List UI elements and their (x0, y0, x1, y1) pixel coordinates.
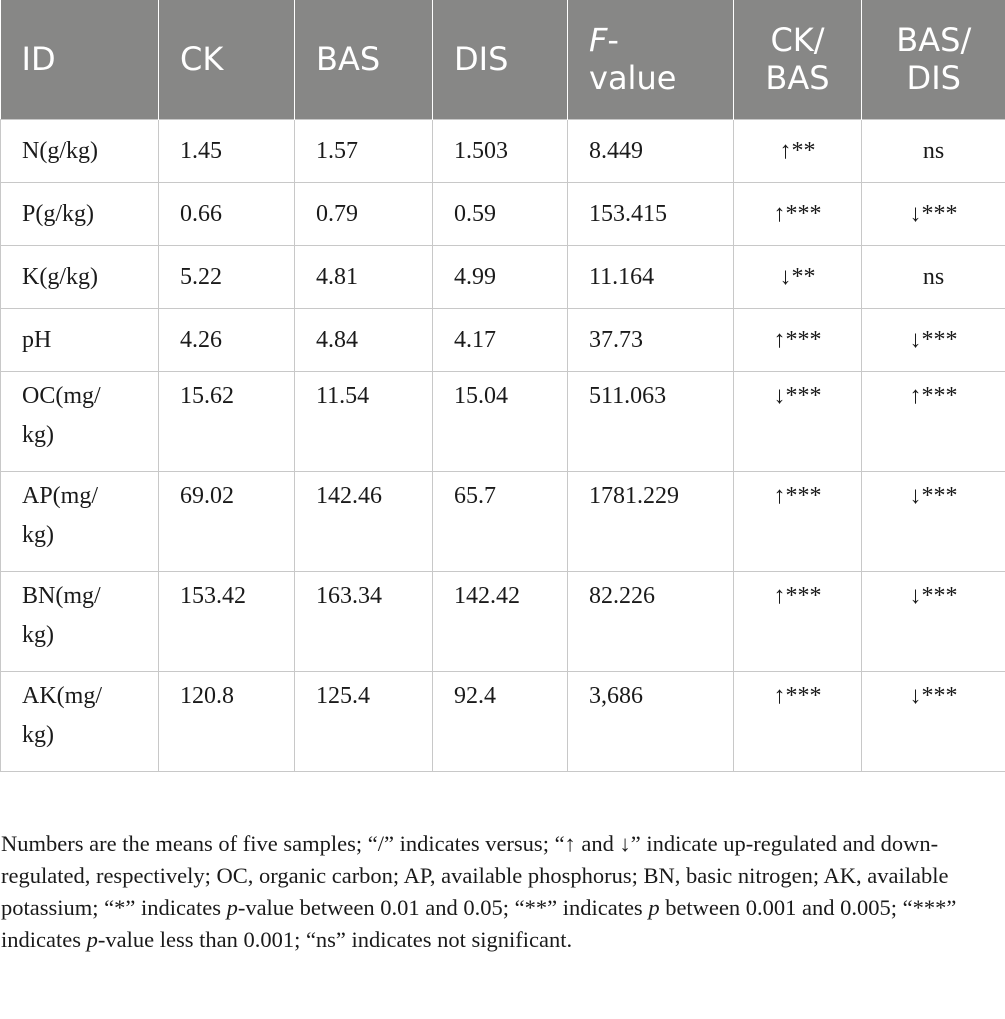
table-row (1, 308, 1005, 371)
cell-bas: 4.84 (295, 308, 433, 371)
cell-ck-bas: ↑** (734, 119, 862, 182)
cell-id (1, 671, 159, 771)
header-bas-dis (862, 0, 1005, 119)
table-header (1, 0, 1005, 119)
cell-bas: 4.81 (295, 245, 433, 308)
header-f-letter: F (589, 21, 608, 60)
cell-dis: 65.7 (433, 471, 568, 571)
table-row (1, 245, 1005, 308)
footnote-text-2: -value between 0.01 and 0.05; “**” indicates (237, 895, 649, 920)
cell-id: K(g/kg) (1, 245, 159, 308)
cell-f-value: 82.226 (568, 571, 734, 671)
header-dis: DIS (433, 0, 568, 119)
header-ck: CK (159, 0, 295, 119)
cell-f-value: 153.415 (568, 182, 734, 245)
cell-ck-bas: ↑*** (734, 182, 862, 245)
cell-id-line2: kg) (22, 621, 54, 648)
header-ck-bas-line1: CK/ (770, 21, 825, 60)
cell-f-value: 37.73 (568, 308, 734, 371)
footnote-text-1: Numbers are the means of five samples; “/” indicates versus; “↑ and ↓” indicate up-regulated and down-regulated, respectively; OC, organic carbon; AP, available phosphorus; BN, basic nitrogen; AK, available potassium; “*” indicates (1, 831, 949, 920)
header-bas-dis-line1: BAS/ (896, 21, 972, 60)
cell-f-value: 8.449 (568, 119, 734, 182)
table-row (1, 371, 1005, 471)
cell-bas-dis: ↑*** (862, 371, 1005, 471)
table-row (1, 471, 1005, 571)
cell-f-value: 3,686 (568, 671, 734, 771)
cell-bas: 163.34 (295, 571, 433, 671)
cell-dis: 15.04 (433, 371, 568, 471)
footnote-text-4: -value less than 0.001; “ns” indicates not significant. (97, 927, 573, 952)
cell-dis: 4.99 (433, 245, 568, 308)
cell-id-line2: kg) (22, 421, 54, 448)
cell-bas-dis: ↓*** (862, 182, 1005, 245)
cell-dis: 4.17 (433, 308, 568, 371)
cell-id-line1: AP(mg/ (22, 482, 99, 509)
cell-bas-dis: ↓*** (862, 308, 1005, 371)
cell-ck: 1.45 (159, 119, 295, 182)
cell-id-line2: kg) (22, 721, 54, 748)
cell-bas: 142.46 (295, 471, 433, 571)
table-row (1, 182, 1005, 245)
cell-f-value: 511.063 (568, 371, 734, 471)
cell-id-line2: kg) (22, 521, 54, 548)
header-ck-bas-line2: BAS (765, 59, 830, 98)
cell-bas: 1.57 (295, 119, 433, 182)
header-bas: BAS (295, 0, 433, 119)
cell-ck: 153.42 (159, 571, 295, 671)
header-f-value (568, 0, 734, 119)
cell-ck-bas: ↑*** (734, 471, 862, 571)
cell-ck: 4.26 (159, 308, 295, 371)
cell-ck-bas: ↓*** (734, 371, 862, 471)
cell-ck: 69.02 (159, 471, 295, 571)
cell-bas: 0.79 (295, 182, 433, 245)
cell-bas-dis: ↓*** (862, 571, 1005, 671)
cell-bas-dis: ↓*** (862, 471, 1005, 571)
footnote-p-italic: p (226, 895, 238, 920)
cell-id-line1: BN(mg/ (22, 582, 101, 609)
footnote-text-3: between 0.001 and 0.005; “***” indicates (1, 895, 957, 952)
footnote-p-italic: p (648, 895, 660, 920)
cell-dis: 0.59 (433, 182, 568, 245)
cell-id-line1: AK(mg/ (22, 682, 102, 709)
cell-bas: 11.54 (295, 371, 433, 471)
cell-f-value: 11.164 (568, 245, 734, 308)
cell-id (1, 571, 159, 671)
cell-id (1, 471, 159, 571)
cell-ck-bas: ↑*** (734, 671, 862, 771)
cell-dis: 142.42 (433, 571, 568, 671)
table-row (1, 671, 1005, 771)
table-row (1, 119, 1005, 182)
cell-id: N(g/kg) (1, 119, 159, 182)
footnote-p-italic: p (86, 927, 98, 952)
table-row (1, 571, 1005, 671)
cell-bas-dis: ↓*** (862, 671, 1005, 771)
header-f-dash: - (607, 21, 619, 60)
cell-bas-dis: ns (862, 119, 1005, 182)
cell-ck: 15.62 (159, 371, 295, 471)
cell-id (1, 371, 159, 471)
cell-f-value: 1781.229 (568, 471, 734, 571)
cell-id: P(g/kg) (1, 182, 159, 245)
cell-ck: 120.8 (159, 671, 295, 771)
cell-ck: 5.22 (159, 245, 295, 308)
cell-dis: 1.503 (433, 119, 568, 182)
header-id: ID (1, 0, 159, 119)
table-body (1, 119, 1005, 771)
cell-ck-bas: ↑*** (734, 308, 862, 371)
table-footnote (1, 828, 1001, 956)
cell-id: pH (1, 308, 159, 371)
header-f-value-word: value (589, 59, 677, 98)
cell-ck: 0.66 (159, 182, 295, 245)
header-bas-dis-line2: DIS (906, 59, 961, 98)
cell-dis: 92.4 (433, 671, 568, 771)
cell-ck-bas: ↑*** (734, 571, 862, 671)
header-row (1, 0, 1005, 119)
cell-bas-dis: ns (862, 245, 1005, 308)
header-ck-bas (734, 0, 862, 119)
cell-bas: 125.4 (295, 671, 433, 771)
cell-ck-bas: ↓** (734, 245, 862, 308)
cell-id-line1: OC(mg/ (22, 382, 101, 409)
